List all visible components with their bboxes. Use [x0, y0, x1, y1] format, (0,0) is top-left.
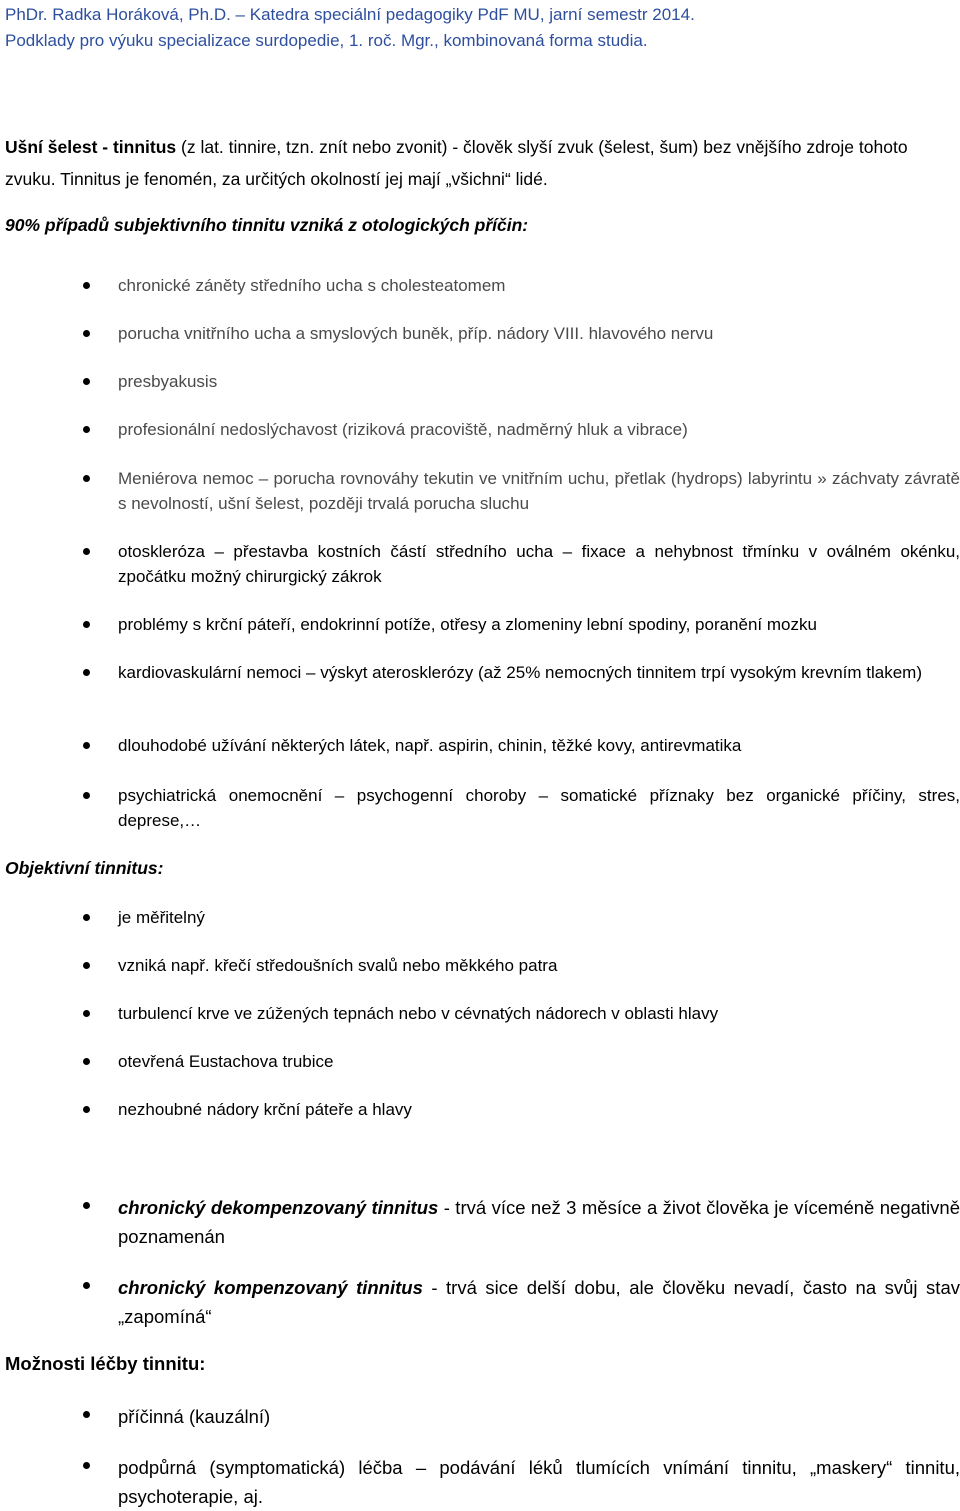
- list-item: chronické záněty středního ucha s cholesteatomem: [118, 273, 960, 298]
- header-line-1: PhDr. Radka Horáková, Ph.D. – Katedra speciální pedagogiky PdF MU, jarní semestr 2014.: [5, 5, 695, 24]
- treatment-heading: Možnosti léčby tinnitu:: [5, 1353, 206, 1374]
- subjective-heading: 90% případů subjektivního tinnitu vzniká z otologických příčin:: [5, 215, 529, 235]
- intro-paragraph: [5, 131, 960, 195]
- list-item: [118, 1193, 960, 1251]
- list-item: profesionální nedoslýchavost (riziková pracoviště, nadměrný hluk a vibrace): [118, 417, 960, 442]
- chronic-term: chronický dekompenzovaný tinnitus: [118, 1197, 439, 1218]
- list-item: [118, 1273, 960, 1331]
- list-item: otoskleróza – přestavba kostních částí středního ucha – fixace a nehybnost třmínku v oválném okénku, zpočátku možný chirurgický zákrok: [118, 539, 960, 589]
- chronic-text: - trvá více než 3 měsíce a život člověka je víceméně negativně poznamenán: [118, 1197, 960, 1247]
- list-item: porucha vnitřního ucha a smyslových buněk, příp. nádory VIII. hlavového nervu: [118, 321, 960, 346]
- objective-heading: Objektivní tinnitus:: [5, 858, 164, 878]
- list-item: problémy s krční páteří, endokrinní potíže, otřesy a zlomeniny lební spodiny, poranění mozku: [118, 612, 960, 637]
- list-item: Meniérova nemoc – porucha rovnováhy tekutin ve vnitřním uchu, přetlak (hydrops) labyrintu » záchvaty závratě s nevolností, ušní šelest, později trvalá porucha sluchu: [118, 466, 960, 516]
- document-header: [5, 2, 695, 54]
- list-item: nezhoubné nádory krční páteře a hlavy: [118, 1097, 960, 1122]
- list-item: dlouhodobé užívání některých látek, např. aspirin, chinin, těžké kovy, antirevmatika: [118, 733, 960, 758]
- list-item: psychiatrická onemocnění – psychogenní choroby – somatické příznaky bez organické příčiny, stres, deprese,…: [118, 783, 960, 833]
- chronic-term: chronický kompenzovaný tinnitus: [118, 1277, 423, 1298]
- chronic-text: - trvá sice delší dobu, ale člověku nevadí, často na svůj stav „zapomíná“: [118, 1277, 960, 1327]
- intro-text: (z lat. tinnire, tzn. znít nebo zvonit) - člověk slyší zvuk (šelest, šum) bez vnějšího zdroje tohoto zvuku. Tinnitus je fenomén, za určitých okolností jej mají „všichni“ lidé.: [5, 137, 908, 189]
- list-item: otevřená Eustachova trubice: [118, 1049, 960, 1074]
- list-item: kardiovaskulární nemoci – výskyt aterosklerózy (až 25% nemocných tinnitem trpí vysokým krevním tlakem): [118, 660, 960, 685]
- header-line-2: Podklady pro výuku specializace surdopedie, 1. roč. Mgr., kombinovaná forma studia.: [5, 31, 648, 50]
- intro-term: Ušní šelest - tinnitus: [5, 137, 177, 157]
- list-item: je měřitelný: [118, 905, 960, 930]
- list-item: turbulencí krve ve zúžených tepnách nebo v cévnatých nádorech v oblasti hlavy: [118, 1001, 960, 1026]
- list-item: příčinná (kauzální): [118, 1402, 960, 1431]
- list-item: presbyakusis: [118, 369, 960, 394]
- list-item: vzniká např. křečí středoušních svalů nebo měkkého patra: [118, 953, 960, 978]
- list-item: podpůrná (symptomatická) léčba – podávání léků tlumících vnímání tinnitu, „maskery“ tinnitu, psychoterapie, aj.: [118, 1453, 960, 1511]
